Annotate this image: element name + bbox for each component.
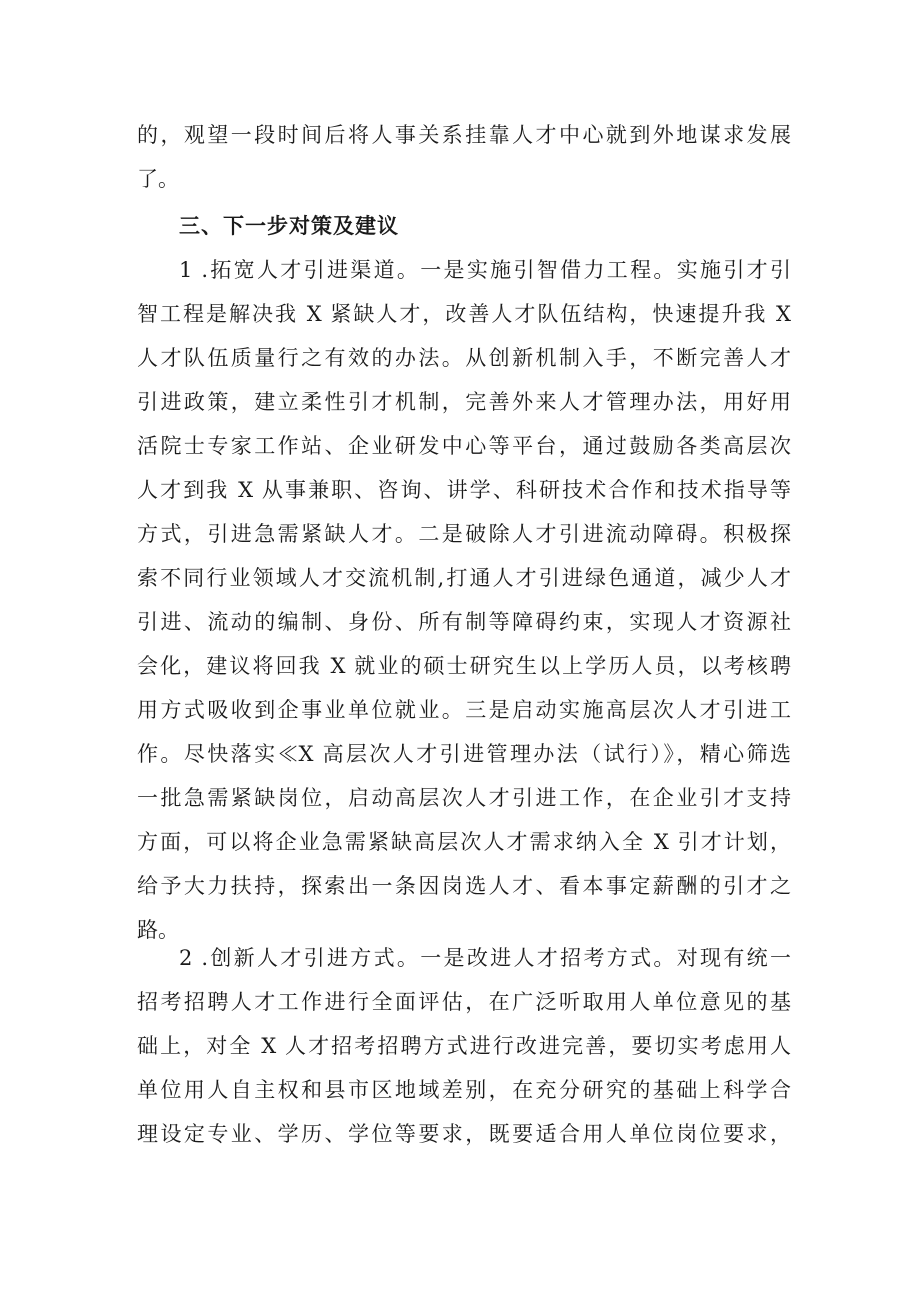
section-heading: [137, 204, 791, 248]
text-line: 智工程是解决我 X 紧缺人才，改善人才队伍结构，快速提升我 X: [137, 302, 791, 326]
text-line: 会化，建议将回我 X 就业的硕士研究生以上学历人员，以考核聘: [137, 654, 791, 678]
paragraph-intro: [137, 113, 791, 201]
text-line: 方式，引进急需紧缺人才。二是破除人才引进流动障碍。积极探: [137, 522, 791, 546]
text-line: 方面，可以将企业急需紧缺高层次人才需求纳入全 X 引才计划，: [137, 830, 791, 854]
text-line: 引进政策，建立柔性引才机制，完善外来人才管理办法，用好用: [137, 390, 791, 414]
paragraph-2: [137, 936, 791, 1156]
text-line: 用方式吸收到企事业单位就业。三是启动实施高层次人才引进工: [137, 698, 791, 722]
text-line: 一批急需紧缺岗位，启动高层次人才引进工作，在企业引才支持: [137, 786, 791, 810]
text-line: 理设定专业、学历、学位等要求，既要适合用人单位岗位要求，: [137, 1122, 791, 1146]
text-line: 活院士专家工作站、企业研发中心等平台，通过鼓励各类高层次: [137, 434, 791, 458]
text-line: 给予大力扶持，探索出一条因岗选人才、看本事定薪酬的引才之: [137, 874, 791, 898]
text-line: 招考招聘人才工作进行全面评估，在广泛听取用人单位意见的基: [137, 990, 791, 1014]
text-line: 的，观望一段时间后将人事关系挂靠人才中心就到外地谋求发展: [137, 123, 791, 147]
text-line: 了。: [137, 167, 179, 191]
text-line: 础上，对全 X 人才招考招聘方式进行改进完善，要切实考虑用人: [137, 1034, 791, 1058]
text-line: 作。尽快落实≪X 高层次人才引进管理办法（试行）》，精心筛选: [137, 742, 791, 766]
text-line: 引进、流动的编制、身份、所有制等障碍约束，实现人才资源社: [137, 610, 791, 634]
text-line: 单位用人自主权和县市区地域差别，在充分研究的基础上科学合: [137, 1078, 791, 1102]
text-line: 1 .拓宽人才引进渠道。一是实施引智借力工程。实施引才引: [179, 258, 791, 282]
section-heading-text: 三、下一步对策及建议: [179, 214, 399, 238]
text-line: 2 .创新人才引进方式。一是改进人才招考方式。对现有统一: [179, 946, 791, 970]
text-line: 人才到我 X 从事兼职、咨询、讲学、科研技术合作和技术指导等: [137, 478, 791, 502]
paragraph-1: [137, 248, 791, 952]
text-line: 路。: [137, 918, 179, 942]
text-line: 索不同行业领域人才交流机制,打通人才引进绿色通道，减少人才: [137, 566, 791, 590]
text-line: 人才队伍质量行之有效的办法。从创新机制入手，不断完善人才: [137, 346, 791, 370]
